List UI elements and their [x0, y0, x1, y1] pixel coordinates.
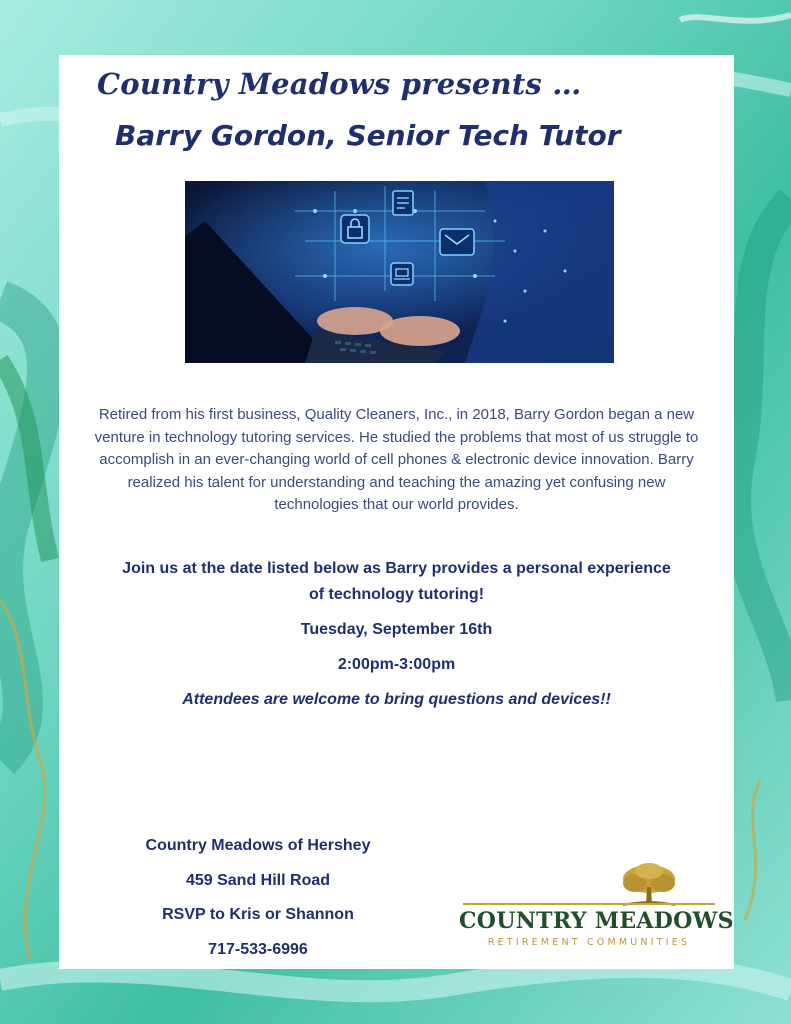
street-address: 459 Sand Hill Road [185, 872, 331, 889]
logo-wordmark: COUNTRY MEADOWS [459, 908, 734, 934]
logo-divider [463, 903, 715, 905]
lock-icon [341, 215, 369, 243]
envelope-icon [440, 229, 474, 255]
description-paragraph: Retired from his first business, Quality Cleaners, Inc., in 2018, Barry Gordon began a new venture in technology tutoring services. He studied the problems that most of us struggle to accomplish in an ever-changing world of cell phones & electronic device innovation. Barry realized his talent for understanding and teaching the amazing yet confusing new technologies that our world provides. [94, 406, 699, 513]
laptop-icon [391, 263, 413, 285]
event-time: 2:00pm-3:00pm [337, 656, 456, 673]
location-name: Country Meadows of Hershey [145, 837, 371, 854]
hero-tech-image [185, 181, 614, 363]
logo-tagline: RETIREMENT COMMUNITIES [487, 937, 691, 948]
invitation-text: Join us at the date listed below as Barry provides a personal experience of technology tutoring! [122, 560, 671, 603]
page-title: Barry Gordon, Senior Tech Tutor [115, 119, 621, 152]
attendee-note: Attendees are welcome to bring questions and devices!! [182, 691, 611, 708]
document-icon [393, 191, 413, 215]
phone-number: 717-533-6996 [208, 941, 308, 958]
flyer-card [59, 55, 734, 969]
presents-heading: Country Meadows presents … [97, 67, 582, 101]
rsvp-text: RSVP to Kris or Shannon [162, 906, 354, 923]
event-date: Tuesday, September 16th [300, 621, 493, 638]
